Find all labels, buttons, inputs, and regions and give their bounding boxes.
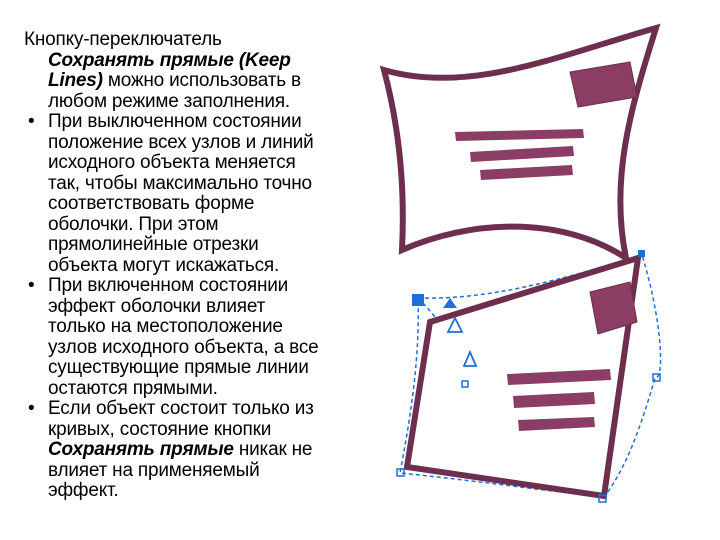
- intro-line-4: любом режиме заполнения.: [48, 90, 291, 112]
- keep-lines-term: Сохранять прямые (Keep: [48, 49, 291, 71]
- intro-line-3: Lines) можно использовать в: [48, 70, 301, 91]
- bullet-item-curves: • Если объект состоит только из кривых, состояние кнопки Сохранять прямые никак не влияет на применяемый эффект.: [28, 398, 314, 501]
- bullet-marker: •: [28, 111, 35, 132]
- keep-lines-term-ru: Сохранять прямые: [48, 439, 234, 460]
- bullet-item-on-state: • При включенном состоянии эффект оболочки влияет только на местоположение узлов исходного объекта, а все существующие прямые линии остаются прямыми.: [28, 275, 319, 399]
- node-handle: [638, 250, 645, 257]
- intro-line-1: Кнопку-переключатель: [24, 29, 222, 50]
- keep-lines-term-end: Lines): [48, 70, 103, 91]
- bullet-item-off-state: • При выключенном состоянии положение всех узлов и линий исходного объекта меняется так, чтобы максимально точно соответствовать форме оболочки. При этом прямолинейные отрезки объекта могут искажаться.: [28, 111, 314, 276]
- node-handle: [412, 294, 424, 306]
- straight-envelope-shape: [397, 250, 661, 502]
- bullet-marker: •: [28, 275, 35, 296]
- node-handle: [443, 298, 457, 308]
- bullet-marker: •: [28, 398, 35, 419]
- curved-envelope-shape: [384, 28, 656, 258]
